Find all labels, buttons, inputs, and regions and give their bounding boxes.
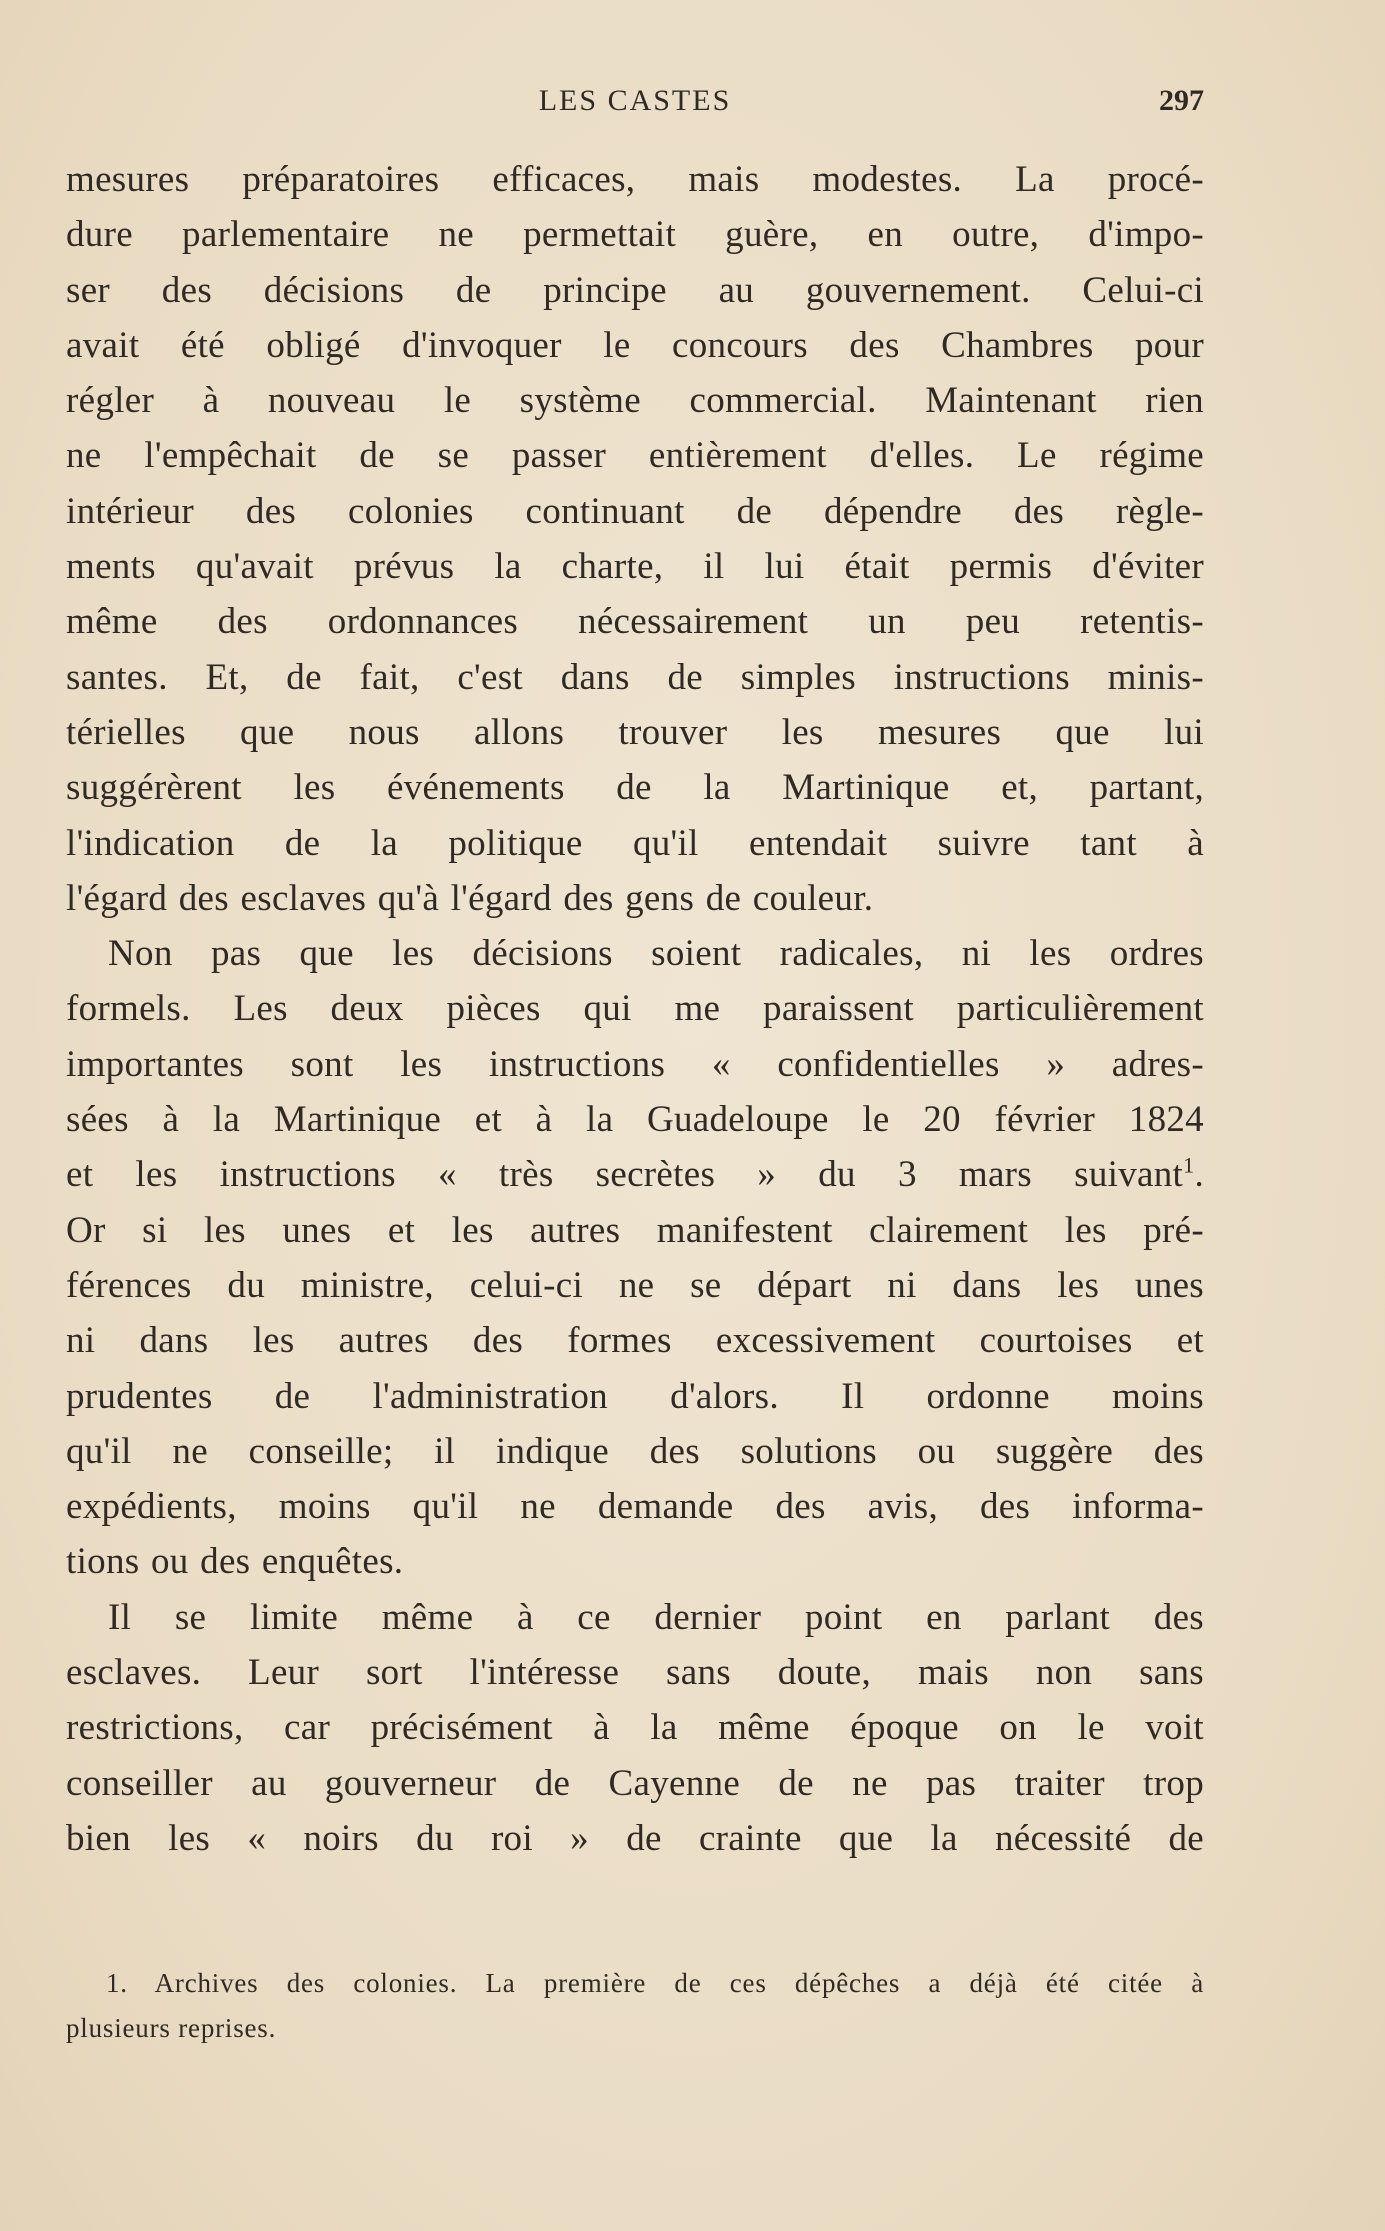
footnote-ref-period: . (1194, 1154, 1204, 1196)
text-line: dure parlementaire ne permettait guère, en outre, d'impo- (66, 214, 1204, 256)
paragraph-end-line: tions ou des enquêtes. (66, 1541, 404, 1583)
footnote-reference[interactable]: 1 (1183, 1153, 1195, 1179)
text-line: formels. Les deux pièces qui me paraissent particulièrement (66, 988, 1204, 1030)
text-line: intérieur des colonies continuant de dépendre des règle- (66, 490, 1204, 532)
page-number: 297 (1159, 84, 1204, 117)
text-line: avait été obligé d'invoquer le concours des Chambres pour (66, 324, 1204, 366)
running-title: LES CASTES (538, 84, 732, 117)
text-line: ser des décisions de principe au gouvernement. Celui-ci (66, 269, 1204, 311)
text-line: ne l'empêchait de se passer entièrement d'elles. Le régime (66, 435, 1204, 477)
text-line: prudentes de l'administration d'alors. Il ordonne moins (66, 1375, 1204, 1417)
footnote-line: 1. Archives des colonies. La première de ces dépêches a déjà été citée à (106, 1968, 1204, 1998)
text-line: régler à nouveau le système commercial. Maintenant rien (66, 380, 1204, 422)
text-line: conseiller au gouverneur de Cayenne de ne pas traiter trop (66, 1762, 1204, 1804)
text-line: ments qu'avait prévus la charte, il lui était permis d'éviter (66, 546, 1204, 588)
text-segment: et les instructions « très secrètes » du 3 mars suivant (66, 1154, 1184, 1196)
text-line: férences du ministre, celui-ci ne se départ ni dans les unes (66, 1264, 1204, 1306)
text-line: ni dans les autres des formes excessivement courtoises et (66, 1320, 1204, 1362)
text-line: santes. Et, de fait, c'est dans de simples instructions minis- (66, 656, 1204, 698)
footnotes (66, 1961, 1204, 2051)
footnote-ref-line (66, 1147, 1204, 1202)
paragraph-end-line: l'égard des esclaves qu'à l'égard des gens de couleur. (66, 877, 874, 919)
text-line: bien les « noirs du roi » de crainte que la nécessité de (66, 1817, 1204, 1859)
footnote-line: plusieurs reprises. (66, 2013, 277, 2043)
text-line: l'indication de la politique qu'il entendait suivre tant à (66, 822, 1204, 864)
text-line: qu'il ne conseille; il indique des solutions ou suggère des (66, 1430, 1204, 1472)
paragraph-start-line: Il se limite même à ce dernier point en parlant des (108, 1596, 1204, 1638)
text-line: térielles que nous allons trouver les mesures que lui (66, 711, 1204, 753)
text-line: restrictions, car précisément à la même époque on le voit (66, 1707, 1204, 1749)
text-line: esclaves. Leur sort l'intéresse sans doute, mais non sans (66, 1652, 1204, 1694)
text-line: suggérèrent les événements de la Martinique et, partant, (66, 767, 1204, 809)
text-line: expédients, moins qu'il ne demande des avis, des informa- (66, 1486, 1204, 1528)
paragraph-start-line: Non pas que les décisions soient radicales, ni les ordres (108, 933, 1204, 975)
text-line: mesures préparatoires efficaces, mais modestes. La procé- (66, 159, 1204, 200)
body-text (66, 152, 1204, 1866)
text-line: même des ordonnances nécessairement un peu retentis- (66, 601, 1204, 643)
text-line: sées à la Martinique et à la Guadeloupe le 20 février 1824 (66, 1099, 1204, 1141)
text-line: importantes sont les instructions « confidentielles » adres- (66, 1043, 1204, 1085)
text-line: Or si les unes et les autres manifestent clairement les pré- (66, 1209, 1204, 1251)
page-header (66, 84, 1204, 124)
